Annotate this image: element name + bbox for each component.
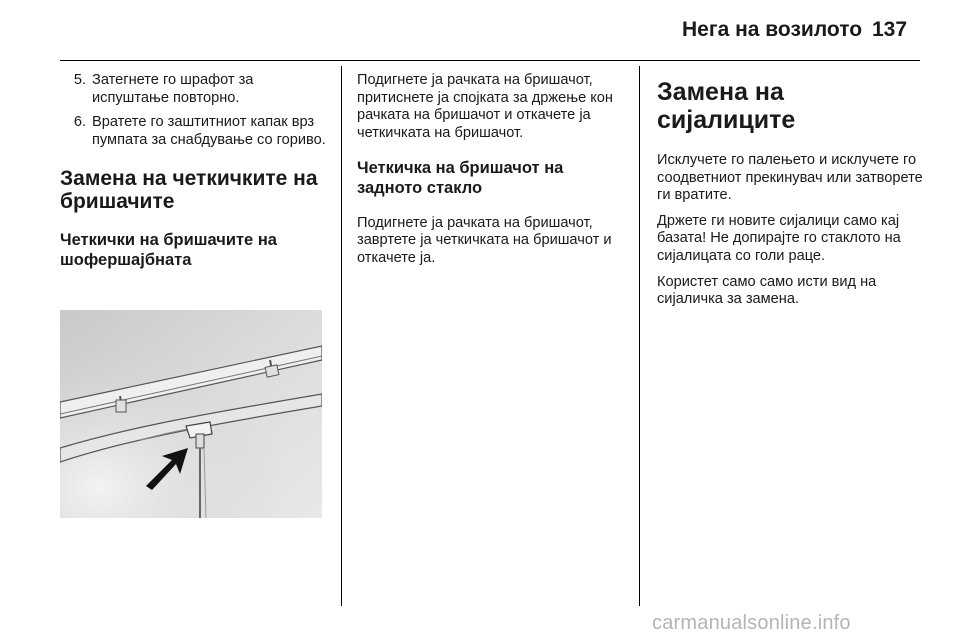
step-item [60, 114, 330, 149]
step-text: Вратете го заштитниот капак врз пумпата за снабдување со гориво. [92, 114, 326, 148]
paragraph: Подигнете ја рачката на бришачот, притиснете ја спојката за држење кон рачката на бришачот и откачете ја четкичката на бришачот. [357, 72, 613, 141]
step-text: Затегнете го шрафот за испуштање повторно. [92, 72, 254, 106]
sub-heading-rear-wiper: Четкичка на бришачот на задното стакло [357, 159, 564, 198]
page-number: 137 [872, 18, 908, 41]
step-item [60, 72, 330, 107]
paragraph: Користет само само исти вид на сијаличка за замена. [657, 273, 877, 308]
header-rule [60, 60, 920, 61]
running-title: Нега на возилото [682, 18, 863, 41]
column-divider [639, 66, 640, 606]
column-divider [341, 66, 342, 606]
sub-heading-windshield-wipers: Четкички на бришачите на шофершајбната [60, 230, 277, 269]
wiper-drawing [60, 310, 322, 518]
column-2 [357, 72, 627, 268]
paragraph: Држете ги новите сијалици само кај базата! Не допирајте го стаклото на сијалицата со голи раце. [657, 212, 901, 264]
steps-list [60, 72, 330, 149]
section-heading-wiper-blades: Замена на четкичките на бришачите [60, 167, 318, 214]
step-number: 5. [73, 72, 86, 88]
column-3 [657, 72, 927, 317]
section-heading-bulb-replacement: Замена на сијалиците [657, 78, 796, 134]
watermark: carmanualsonline.info [652, 612, 851, 634]
paragraph: Подигнете ја рачката на бришачот, завртете ја четкичката на бришачот и откачете ја. [357, 214, 612, 267]
windshield-wiper-illustration [60, 310, 322, 518]
column-1 [60, 72, 330, 270]
step-number: 6. [73, 114, 86, 131]
paragraph: Исклучете го палењето и исклучете го соодветниот прекинувач или затворете ги вратите. [657, 152, 923, 204]
